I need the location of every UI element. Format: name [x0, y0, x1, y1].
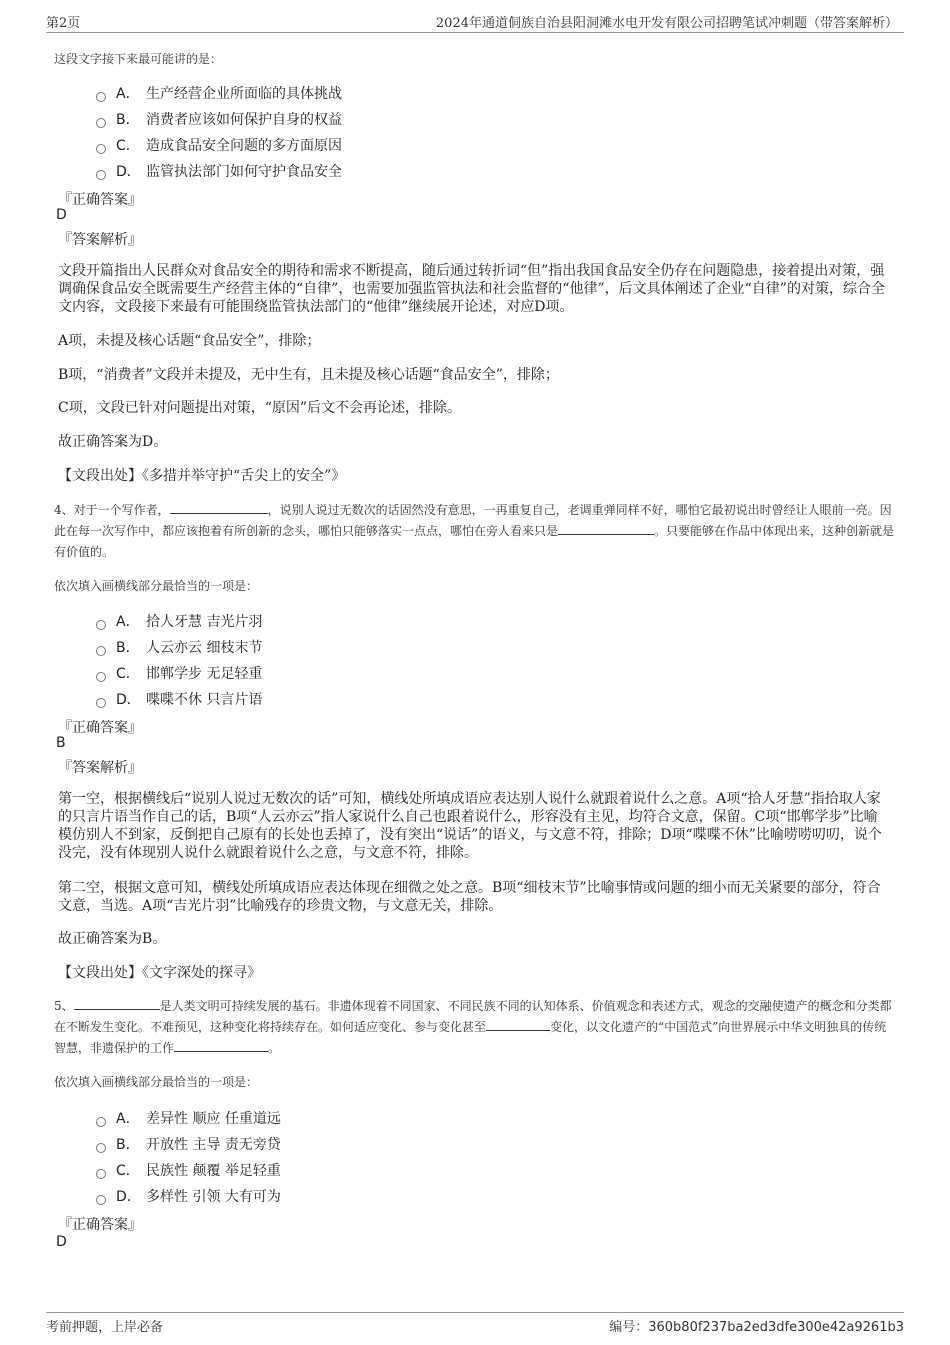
q4-blank-2 — [558, 522, 654, 535]
q4-source: 【文段出处】《文字深处的探寻》 — [58, 965, 261, 981]
radio-icon[interactable] — [96, 698, 106, 708]
q4-option-a[interactable]: A． 拾人牙慧 吉光片羽 — [96, 611, 262, 631]
radio-icon[interactable] — [96, 92, 106, 102]
q3-answer-label: 『正确答案』 — [58, 192, 142, 208]
q3-analysis-option-c: C项，文段已针对问题提出对策，“原因”后文不会再论述，排除。 — [58, 400, 462, 416]
document-code: 编号：360b80f237ba2ed3dfe300e42a9261b3 — [609, 1320, 904, 1335]
q5-option-c[interactable]: C． 民族性 颠覆 举足轻重 — [96, 1160, 281, 1180]
q4-analysis-conclusion: 故正确答案为B。 — [58, 931, 167, 947]
q4-analysis-label: 『答案解析』 — [58, 760, 142, 776]
q5-blank-1 — [74, 997, 160, 1010]
footer-slogan: 考前押题，上岸必备 — [46, 1320, 164, 1335]
document-title: 2024年通道侗族自治县阳洞滩水电开发有限公司招聘笔试冲刺题（带答案解析） — [435, 16, 898, 31]
q5-option-d[interactable]: D． 多样性 引领 大有可为 — [96, 1186, 281, 1206]
q3-option-c[interactable]: C． 造成食品安全问题的多方面原因 — [96, 135, 342, 155]
q4-blank-1 — [170, 501, 268, 514]
page-number: 第2页 — [46, 16, 81, 31]
radio-icon[interactable] — [96, 1117, 106, 1127]
q4-analysis-second-blank: 第二空，根据文意可知，横线处所填成语应表达体现在细微之处之意。B项“细枝末节”比喻事情或问题的细小而无关紧要的部分，符合文意，当选。A项“吉光片羽”比喻残存的珍贵文物，与文意无关，排除。 — [58, 880, 881, 914]
q5-blank-3 — [174, 1039, 268, 1052]
q4-option-c[interactable]: C． 邯郸学步 无足轻重 — [96, 663, 262, 683]
q3-analysis-option-b: B项，“消费者”文段并未提及，无中生有，且未提及核心话题“食品安全”，排除； — [58, 367, 559, 383]
radio-icon[interactable] — [96, 170, 106, 180]
q5-answer-label: 『正确答案』 — [58, 1217, 142, 1233]
q3-option-a[interactable]: A． 生产经营企业所面临的具体挑战 — [96, 83, 342, 103]
q3-option-b[interactable]: B． 消费者应该如何保护自身的权益 — [96, 109, 342, 129]
radio-icon[interactable] — [96, 672, 106, 682]
q3-analysis-option-a: A项，未提及核心话题“食品安全”，排除； — [58, 333, 321, 349]
q5-option-a[interactable]: A． 差异性 顺应 任重道远 — [96, 1108, 281, 1128]
q5-prompt: 依次填入画横线部分最恰当的一项是： — [54, 1075, 259, 1089]
q4-answer: B — [56, 735, 66, 751]
page-footer — [46, 1312, 904, 1335]
q5-blank-2 — [486, 1018, 550, 1031]
radio-icon[interactable] — [96, 144, 106, 154]
radio-icon[interactable] — [96, 1195, 106, 1205]
radio-icon[interactable] — [96, 1169, 106, 1179]
q3-analysis-conclusion: 故正确答案为D。 — [58, 434, 168, 450]
q3-analysis-paragraph: 文段开篇指出人民群众对食品安全的期待和需求不断提高，随后通过转折词“但”指出我国食品安全仍存在问题隐患，接着提出对策，强调确保食品安全既需要生产经营主体的“自律”，也需要加强监管执法和社会监督的“他律”，后文具体阐述了企业“自律”的对策，综合全文内容，文段接下来最有可能围绕监管执法部门的“他律”继续展开论述，对应D项。 — [58, 263, 885, 315]
q4-stem: 4、对于一个写作者， ，说别人说过无数次的话固然没有意思，一再重复自己，老调重弹同样不好，哪怕它最初说出时曾经让人眼前一亮。因此在每一次写作中，都应该抱着有所创新的念头，哪怕只能够落实一点点，哪怕在旁人看来只是 。只要能够在作品中体现出来，这种创新就是有价值的。 — [54, 503, 895, 559]
q3-analysis-label: 『答案解析』 — [58, 232, 142, 248]
radio-icon[interactable] — [96, 118, 106, 128]
q5-stem: 5、 是人类文明可持续发展的基石。非遗体现着不同国家、不同民族不同的认知体系、价值观念和表述方式，观念的交融使遗产的概念和分类都在不断发生变化。不难预见，这种变化将持续存在。如何适应变化、参与变化甚至 变化，以文化遗产的“中国范式”向世界展示中华文明独具的传统智慧，非遗保护的工作 。 — [54, 999, 892, 1055]
q3-prompt: 这段文字接下来最可能讲的是： — [54, 52, 223, 66]
radio-icon[interactable] — [96, 1143, 106, 1153]
q3-answer: D — [56, 207, 67, 223]
radio-icon[interactable] — [96, 646, 106, 656]
q4-prompt: 依次填入画横线部分最恰当的一项是： — [54, 579, 259, 593]
radio-icon[interactable] — [96, 620, 106, 630]
q3-option-d[interactable]: D． 监管执法部门如何守护食品安全 — [96, 161, 342, 181]
q4-option-b[interactable]: B． 人云亦云 细枝末节 — [96, 637, 262, 657]
q4-option-d[interactable]: D． 喋喋不休 只言片语 — [96, 689, 262, 709]
q5-answer: D — [56, 1234, 67, 1250]
q3-source: 【文段出处】《多措并举守护“舌尖上的安全”》 — [58, 468, 346, 484]
q4-answer-label: 『正确答案』 — [58, 720, 142, 736]
q4-analysis-first-blank: 第一空，根据横线后“说别人说过无数次的话”可知，横线处所填成语应表达别人说什么就跟着说什么之意。A项“拾人牙慧”指拾取人家的只言片语当作自己的话，B项“人云亦云”指人家说什么自己也跟着说什么，形容没有主见，均符合文意，保留。C项“邯郸学步”比喻模仿别人不到家，反倒把自己原有的长处也丢掉了，没有突出“说话”的语义，与文意不符，排除；D项“喋喋不休”比喻唠唠叨叨，说个没完，没有体现别人说什么就跟着说什么之意，与文意不符，排除。 — [58, 791, 882, 861]
page-header — [46, 12, 904, 33]
q5-option-b[interactable]: B． 开放性 主导 责无旁贷 — [96, 1134, 281, 1154]
